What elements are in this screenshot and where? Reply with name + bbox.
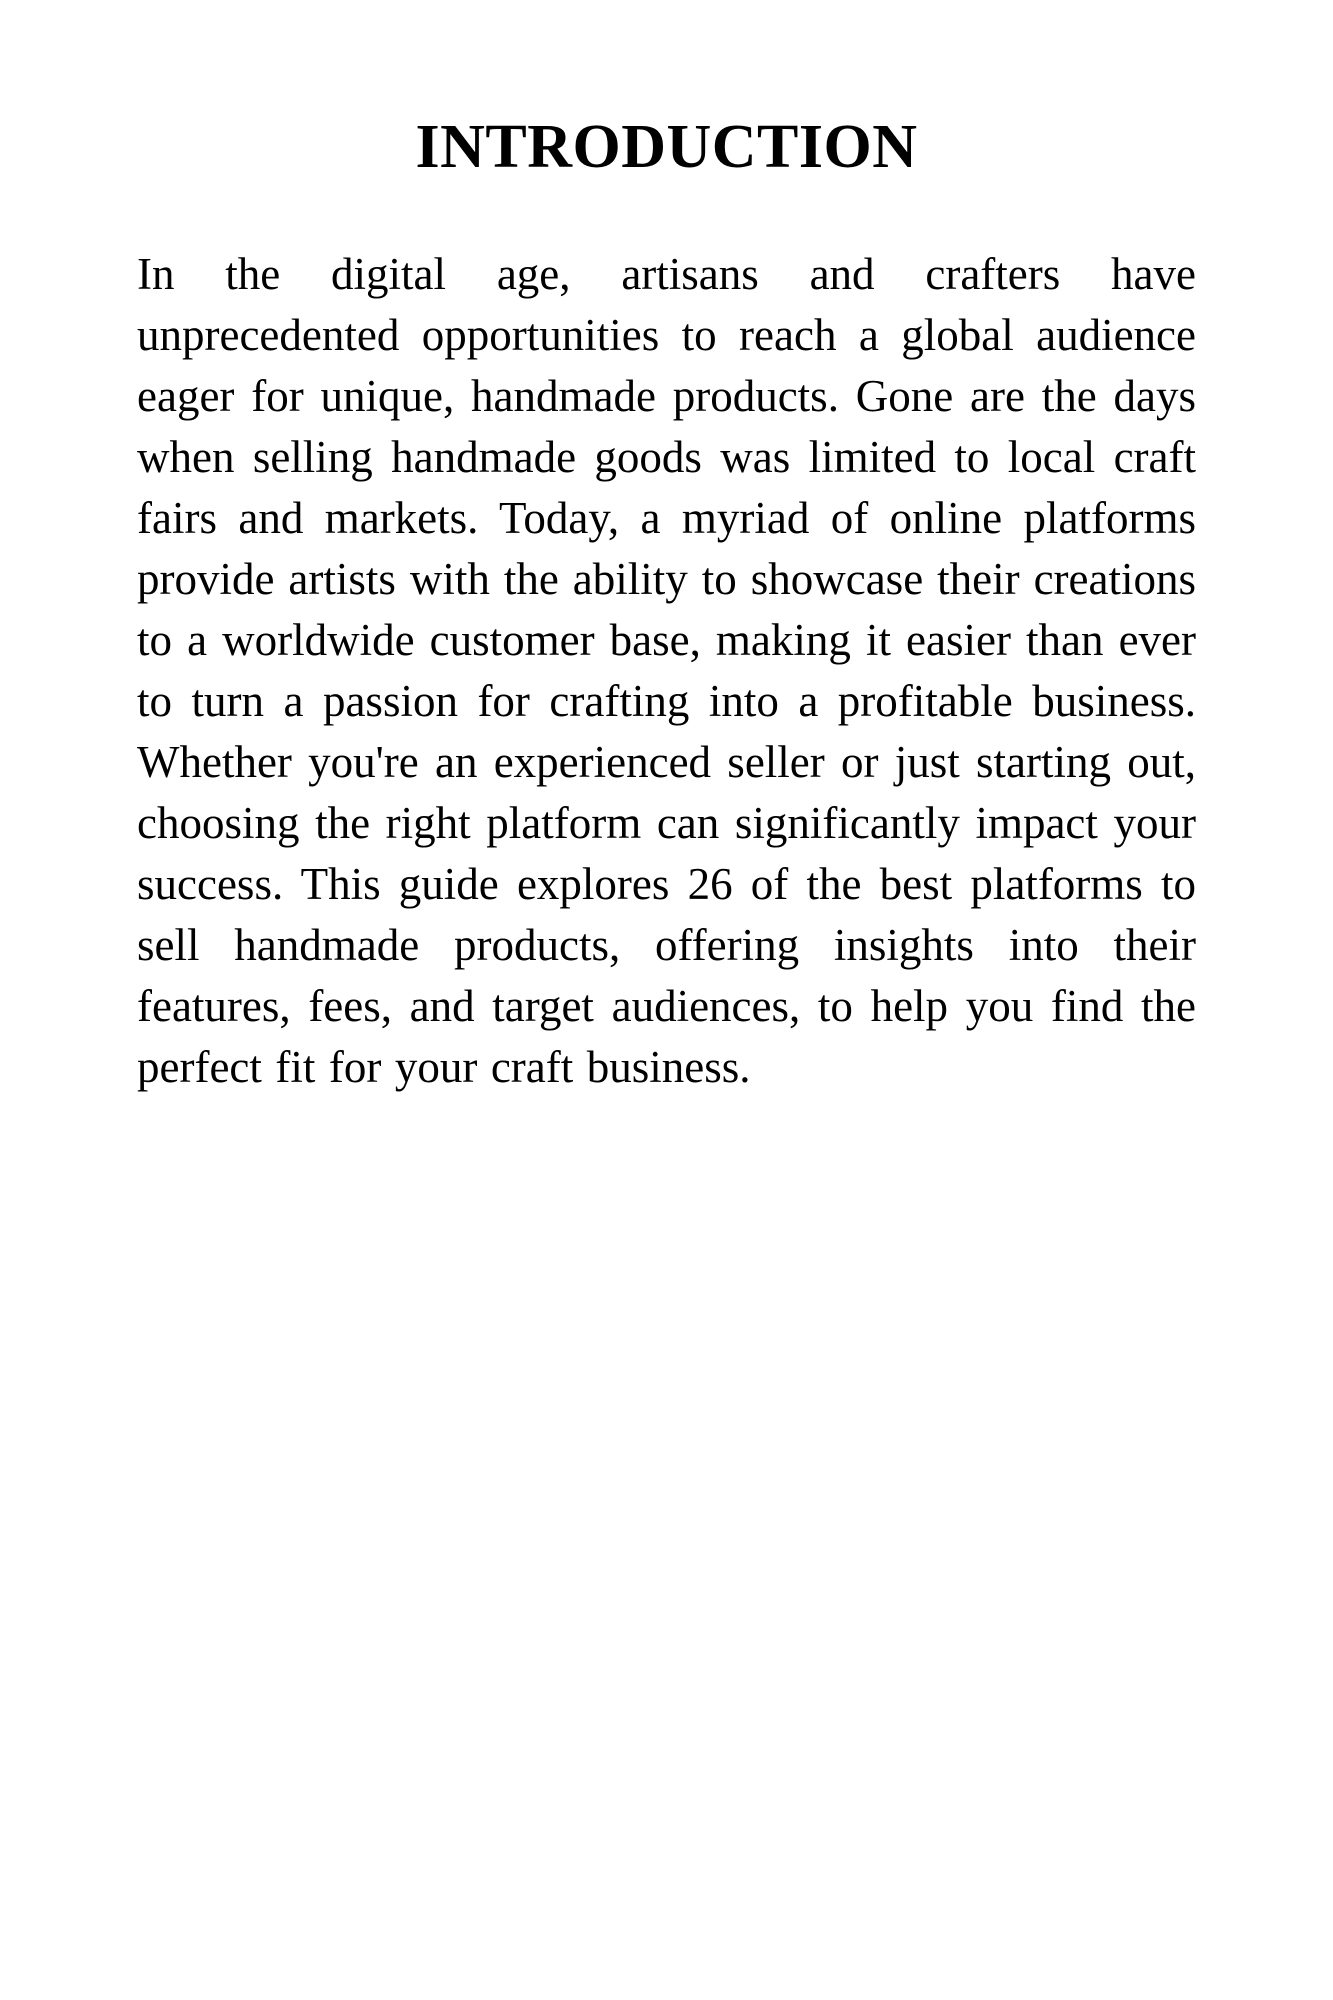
paragraph-line: fairs and markets. Today, a myriad of online platforms [137,493,1196,543]
paragraph-line: success. This guide explores 26 of the best platforms to [137,859,1196,909]
paragraph-line: unprecedented opportunities to reach a global audience [137,310,1196,360]
paragraph-line: when selling handmade goods was limited to local craft [137,432,1196,482]
paragraph-line: sell handmade products, offering insights into their [137,920,1196,970]
intro-paragraph [137,244,1196,1098]
paragraph-line: Whether you're an experienced seller or just starting out, [137,737,1196,787]
paragraph-line: eager for unique, handmade products. Gone are the days [137,371,1196,421]
paragraph-line: In the digital age, artisans and crafters have [137,249,1196,299]
paragraph-line: to a worldwide customer base, making it easier than ever [137,615,1196,665]
paragraph-line: choosing the right platform can significantly impact your [137,798,1196,848]
paragraph-line: features, fees, and target audiences, to help you find the [137,981,1196,1031]
page-title: INTRODUCTION [415,113,918,181]
paragraph-line: to turn a passion for crafting into a profitable business. [137,676,1196,726]
paragraph-line: perfect fit for your craft business. [137,1042,751,1092]
paragraph-line: provide artists with the ability to showcase their creations [137,554,1196,604]
